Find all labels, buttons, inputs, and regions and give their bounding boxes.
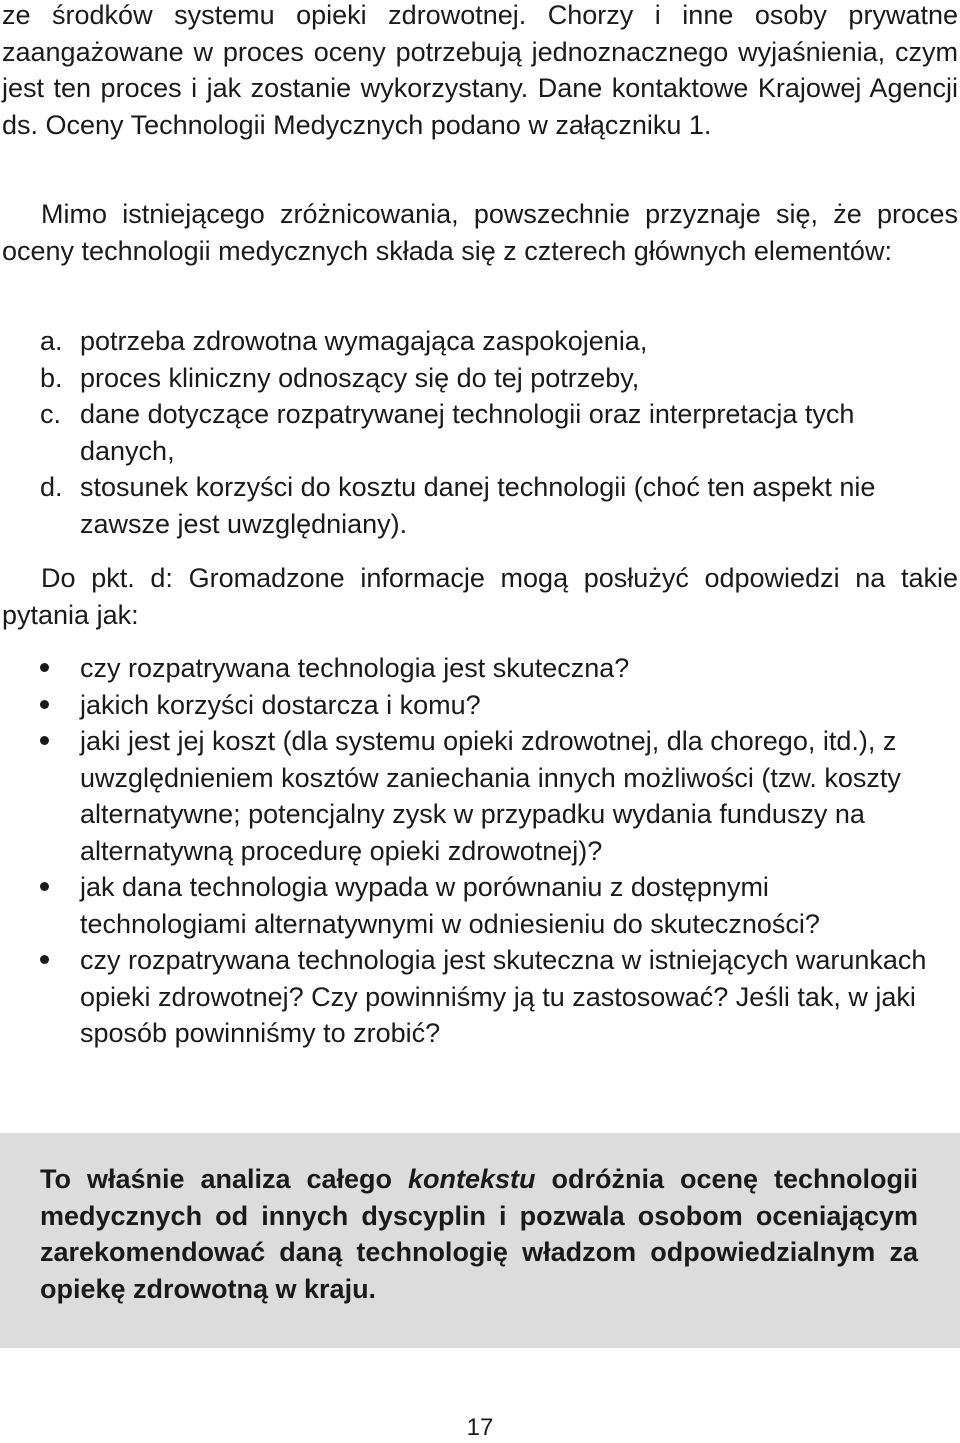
list-marker: c. xyxy=(40,399,62,429)
questions-list xyxy=(0,650,940,1052)
list-item-text: proces kliniczny odnoszący się do tej potrzeby, xyxy=(80,362,640,393)
list-item xyxy=(0,396,940,469)
bullet-icon xyxy=(40,882,49,891)
list-marker: b. xyxy=(40,362,63,393)
list-item xyxy=(0,687,940,724)
list-item-text: jakich korzyści dostarcza i komu? xyxy=(80,689,481,720)
list-item-text: jak dana technologia wypada w porównaniu z dostępnymi technologiami alternatywnymi w odniesieniu do skuteczności? xyxy=(80,872,820,939)
highlight-text-end: odróżnia ocenę technologii medycznych od innych dyscyplin i pozwala osobom oceniającym zarekomendować daną technologię władzom odpowiedzialnym za opiekę zdrowotną w kraju. xyxy=(40,1164,918,1304)
list-item xyxy=(0,650,940,687)
highlight-text xyxy=(40,1161,918,1307)
list-item-text: dane dotyczące rozpatrywanej technologii oraz interpretacja tych danych, xyxy=(80,399,855,466)
list-item-text: stosunek korzyści do kosztu danej technologii (choć ten aspekt nie zawsze jest uwzględniany). xyxy=(80,472,876,539)
list-item xyxy=(0,323,940,360)
bullet-icon xyxy=(40,663,49,672)
highlight-text-start: To właśnie analiza całego xyxy=(40,1164,409,1194)
questions-intro-paragraph: Do pkt. d: Gromadzone informacje mogą posłużyć odpowiedzi na takie pytania jak: xyxy=(2,563,958,630)
list-item xyxy=(0,723,940,869)
list-item xyxy=(0,360,940,397)
list-item xyxy=(0,469,940,542)
list-item-text: jaki jest jej koszt (dla systemu opieki zdrowotnej, dla chorego, itd.), z uwzględnieniem kosztów zaniechania innych możliwości (tzw. koszty alternatywne; potencjalny zysk w przypadku wydania funduszy na alternatywną procedurę opieki zdrowotnej)? xyxy=(80,726,901,866)
intro-paragraph: ze środków systemu opieki zdrowotnej. Chorzy i inne osoby prywatne zaangażowane w proces oceny potrzebują jednoznacznego wyjaśnienia, czym jest ten proces i jak zostanie wykorzystany. Dane kontaktowe Krajowej Agencji ds. Oceny Technologii Medycznych podano w załączniku 1. xyxy=(2,0,958,140)
list-item-text: czy rozpatrywana technologia jest skuteczna? xyxy=(80,653,630,683)
bullet-icon xyxy=(40,700,49,709)
list-marker: a. xyxy=(40,326,63,356)
list-item xyxy=(0,869,940,942)
bullet-icon xyxy=(40,736,49,745)
page-number: 17 xyxy=(466,1414,494,1441)
elements-intro-paragraph: Mimo istniejącego zróżnicowania, powszechnie przyznaje się, że proces oceny technologii medycznych składa się z czterech głównych elementów: xyxy=(2,199,958,266)
list-item xyxy=(0,942,940,1052)
bullet-icon xyxy=(40,955,49,964)
list-item-text: potrzeba zdrowotna wymagająca zaspokojenia, xyxy=(80,326,648,356)
highlight-emphasis: kontekstu xyxy=(408,1164,536,1194)
list-item-text: czy rozpatrywana technologia jest skuteczna w istniejących warunkach opieki zdrowotnej? Czy powinniśmy ją tu zastosować? Jeśli tak, w jaki sposób powinniśmy to zrobić? xyxy=(80,945,927,1048)
highlight-box xyxy=(0,1133,960,1348)
list-marker: d. xyxy=(40,472,63,502)
elements-list xyxy=(0,323,940,542)
